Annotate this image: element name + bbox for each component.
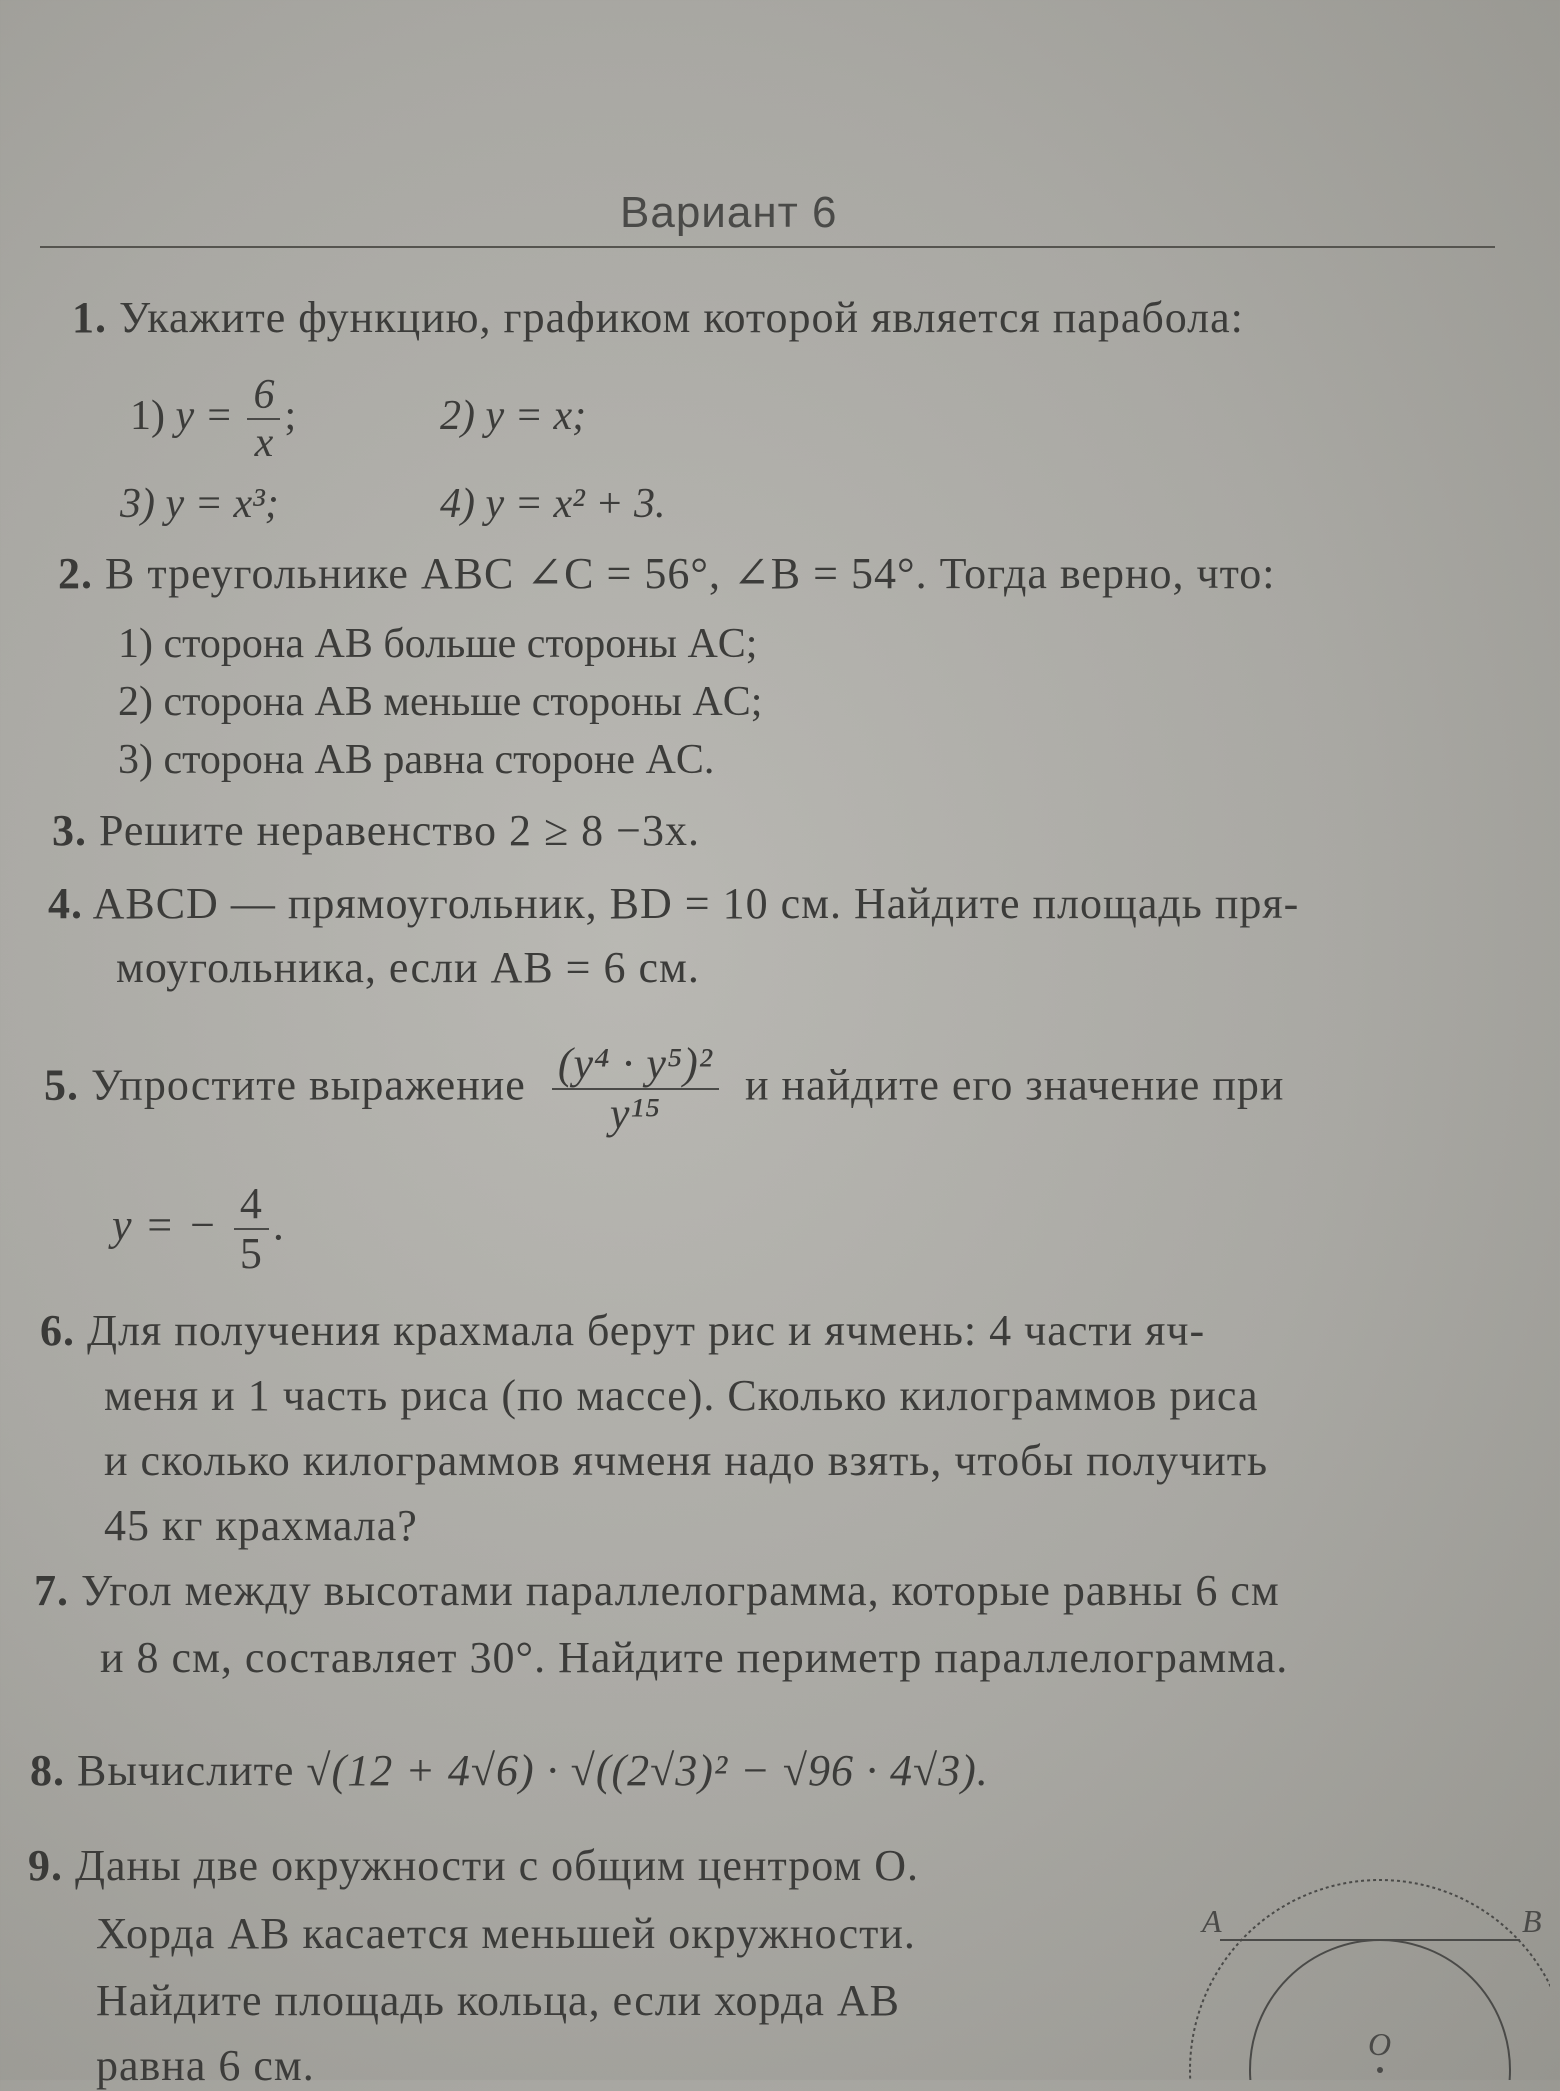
title-divider xyxy=(40,246,1495,248)
question-8 xyxy=(30,1745,989,1796)
question-9-number: 9. xyxy=(28,1841,63,1890)
expression-numerator: (y⁴ · y⁵)² xyxy=(552,1040,719,1090)
concentric-circles-diagram xyxy=(1180,1840,1550,2080)
label-a: A xyxy=(1202,1903,1222,1939)
question-6-number: 6. xyxy=(40,1306,75,1355)
question-1-option-2: 2) y = x; xyxy=(440,393,587,439)
question-6-line-4: 45 кг крахмала? xyxy=(104,1501,418,1550)
option-1-label: 1) xyxy=(130,392,165,439)
question-6-line-2: меня и 1 часть риса (по массе). Сколько килограммов риса xyxy=(104,1371,1259,1420)
question-1-number: 1. xyxy=(72,293,107,342)
question-1 xyxy=(72,292,1244,343)
question-3-number: 3. xyxy=(52,806,87,855)
question-5 xyxy=(44,1040,1284,1139)
question-7-line-1: Угол между высотами параллелограмма, которые равны 6 см xyxy=(81,1566,1280,1615)
question-8-expression: √(12 + 4√6) · √((2√3)² − √96 · 4√3). xyxy=(306,1746,989,1795)
question-5-number: 5. xyxy=(44,1060,79,1110)
option-1-lhs: y = xyxy=(175,392,233,439)
label-o: O xyxy=(1368,2026,1392,2062)
label-b: B xyxy=(1522,1903,1542,1939)
value-lhs: y = − xyxy=(112,1200,218,1250)
question-7-line-2: и 8 см, составляет 30°. Найдите периметр параллелограмма. xyxy=(100,1633,1289,1682)
value-fraction xyxy=(234,1180,269,1279)
question-1-option-3: 3) y = x³; xyxy=(120,481,279,527)
question-2-text: В треугольнике ABC ∠C = 56°, ∠B = 54°. Тогда верно, что: xyxy=(105,549,1276,598)
question-4 xyxy=(48,878,1299,929)
question-8-text: Вычислите xyxy=(77,1746,295,1795)
question-2-option-1: 1) сторона AB больше стороны AC; xyxy=(118,621,758,667)
question-5-value xyxy=(112,1180,285,1279)
value-numerator: 4 xyxy=(234,1180,269,1230)
value-end: . xyxy=(272,1200,285,1250)
question-4-line-2: моугольника, если AB = 6 см. xyxy=(116,943,700,992)
center-point xyxy=(1377,2067,1383,2073)
option-1-denominator: x xyxy=(254,420,274,467)
question-1-option-4: 4) y = x² + 3. xyxy=(440,481,666,527)
question-9-line-2: Хорда AB касается меньшей окружности. xyxy=(96,1909,916,1958)
question-9-line-4: равна 6 см. xyxy=(96,2041,315,2090)
question-6 xyxy=(40,1305,1205,1356)
question-4-line-1: ABCD — прямоугольник, BD = 10 см. Найдите площадь пря- xyxy=(92,879,1300,928)
option-1-numerator: 6 xyxy=(247,372,280,420)
page-title: Вариант 6 xyxy=(620,188,838,237)
question-5-text-after: и найдите его значение при xyxy=(745,1060,1285,1110)
option-1-end: ; xyxy=(284,392,297,439)
question-1-text: Укажите функцию, графиком которой является парабола: xyxy=(119,293,1244,342)
question-9-line-1: Даны две окружности с общим центром O. xyxy=(75,1841,920,1890)
question-2-option-2: 2) сторона AB меньше стороны AC; xyxy=(118,679,763,725)
question-8-number: 8. xyxy=(30,1746,65,1795)
value-denominator: 5 xyxy=(239,1229,263,1279)
question-3 xyxy=(52,805,700,856)
question-2 xyxy=(58,548,1276,599)
question-6-line-3: и сколько килограммов ячменя надо взять, чтобы получить xyxy=(104,1436,1269,1485)
option-1-fraction xyxy=(247,372,280,466)
question-9 xyxy=(28,1840,919,1891)
question-5-text-before: Упростите выражение xyxy=(91,1060,526,1110)
question-7-number: 7. xyxy=(34,1566,69,1615)
question-2-number: 2. xyxy=(58,549,93,598)
question-1-option-1 xyxy=(130,372,296,466)
question-2-option-3: 3) сторона AB равна стороне AC. xyxy=(118,737,715,783)
question-3-text: Решите неравенство 2 ≥ 8 −3x. xyxy=(99,806,700,855)
question-6-line-1: Для получения крахмала берут рис и ячмень: 4 части яч- xyxy=(87,1306,1206,1355)
question-5-expression xyxy=(552,1040,719,1139)
expression-denominator: y¹⁵ xyxy=(609,1089,661,1139)
question-4-number: 4. xyxy=(48,879,83,928)
question-7 xyxy=(34,1565,1280,1616)
question-9-line-3: Найдите площадь кольца, если хорда AB xyxy=(96,1976,901,2025)
